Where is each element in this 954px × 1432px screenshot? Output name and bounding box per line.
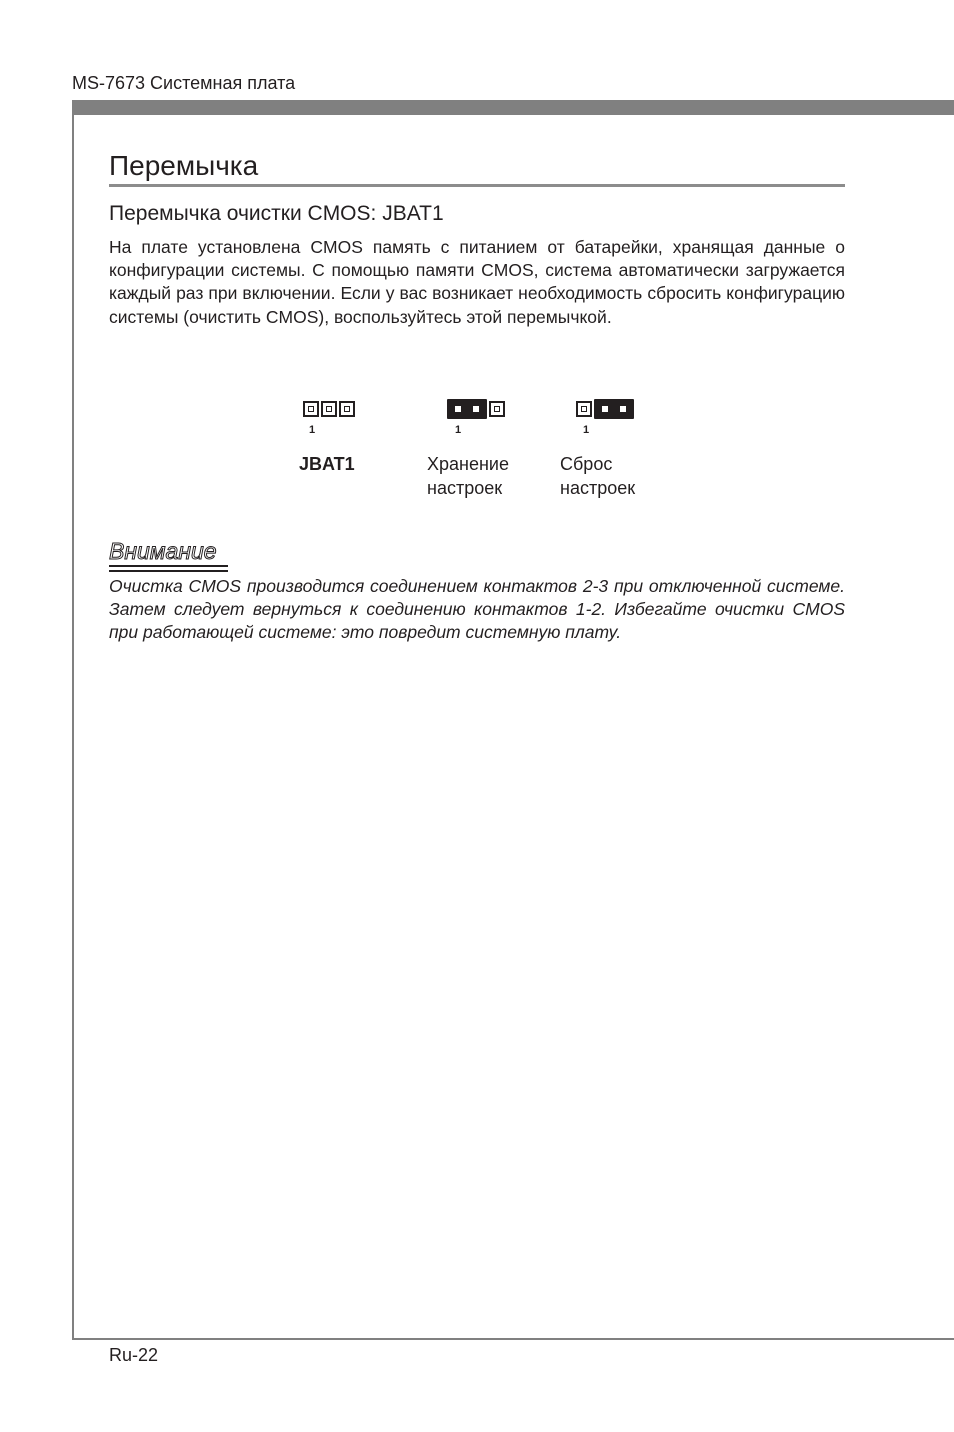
pin-3: [339, 401, 355, 417]
jumper-diagram-open: [303, 399, 357, 419]
subsection-body: На плате установлена CMOS память с питанием от батарейки, хранящая данные о конфигурации системы. С помощью памяти CMOS, система автоматически загружается каждый раз при включении. Если у вас возникает необходимость сбросить конфигурацию системы (очистить CMOS), воспользуйтесь этой перемычкой.: [109, 237, 845, 327]
label-line: Сброс: [560, 454, 613, 474]
pin-3: [489, 401, 505, 417]
left-margin-rule: [72, 100, 74, 1340]
pin-one-marker: 1: [583, 424, 590, 436]
section-title: Перемычка: [109, 150, 259, 181]
jumper-label-keep: [427, 452, 509, 500]
header-band: [72, 100, 954, 115]
pin-2: [597, 401, 613, 417]
pin-3: [615, 401, 631, 417]
jumper-cap: [594, 399, 634, 419]
pin-1: [576, 401, 592, 417]
attention-rule: [109, 565, 228, 567]
pin-1: [303, 401, 319, 417]
jumper-label-jbat1: JBAT1: [299, 454, 355, 474]
pin-one-marker: 1: [309, 424, 316, 436]
pin-2: [468, 401, 484, 417]
jumper-label-clear: [560, 452, 635, 500]
pin-2: [321, 401, 337, 417]
pin-one-marker: 1: [455, 424, 462, 436]
attention-rule: [109, 570, 228, 572]
pin-1: [450, 401, 466, 417]
page-number: Ru-22: [109, 1345, 159, 1365]
label-line: настроек: [560, 478, 636, 498]
label-line: настроек: [427, 478, 503, 498]
jumper-diagram-clear: [576, 399, 634, 419]
bottom-rule: [72, 1338, 954, 1340]
section-title-rule: [109, 184, 845, 187]
jumper-diagram-keep: [447, 399, 507, 419]
attention-title: Внимание: [109, 538, 217, 564]
jumper-cap: [447, 399, 487, 419]
label-line: Хранение: [427, 454, 509, 474]
subsection-title: Перемычка очистки CMOS: JBAT1: [109, 202, 444, 225]
attention-text: Очистка CMOS производится соединением контактов 2-3 при отключенной системе. Затем следует вернуться к соединению контактов 1-2. Избегайте очистки CMOS при работающей системе: это повредит системную плату.: [109, 576, 845, 643]
page-header-title: MS-7673 Системная плата: [72, 73, 296, 93]
